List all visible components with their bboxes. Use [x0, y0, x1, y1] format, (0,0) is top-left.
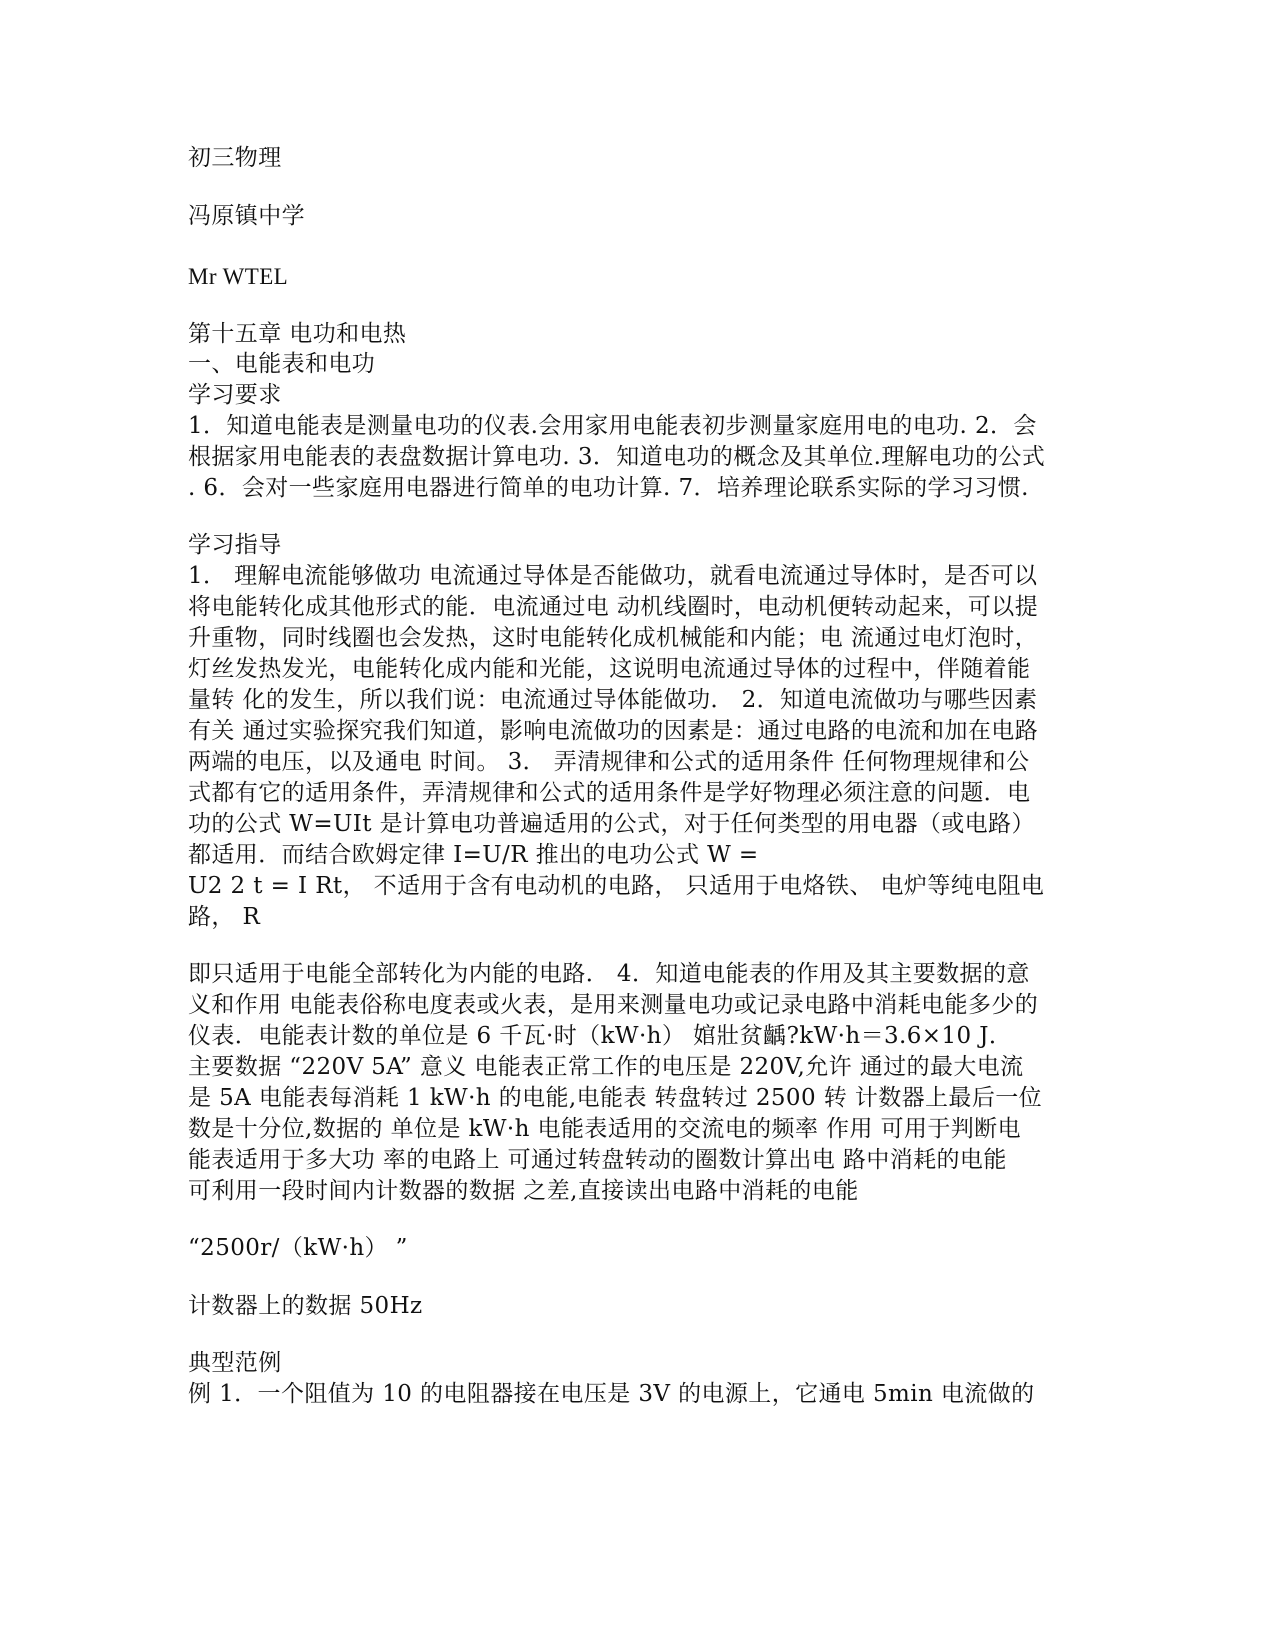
guidance-line: 功的公式 W=UIt 是计算电功普遍适用的公式，对于任何类型的用电器（或电路） [188, 811, 1035, 837]
guidance-line: 能表适用于多大功 率的电路上 可通过转盘转动的圈数计算出电 路中消耗的电能 [188, 1147, 1007, 1173]
requirements-heading: 学习要求 [188, 382, 282, 408]
guidance-line: 式都有它的适用条件，弄清规律和公式的适用条件是学好物理必须注意的问题．电 [188, 780, 1031, 806]
formula-line: U2 2 t = I Rt， 不适用于含有电动机的电路， 只适用于电烙铁、 电炉等纯电阻电 [188, 873, 1045, 899]
guidance-line: 都适用．而结合欧姆定律 I=U/R 推出的电功公式 W = [188, 842, 759, 868]
counter-data-line: 计数器上的数据 50Hz [188, 1293, 423, 1319]
guidance-line: 数是十分位,数据的 单位是 kW·h 电能表适用的交流电的频率 作用 可用于判断电 [188, 1116, 1021, 1142]
school-line: 冯原镇中学 [188, 203, 305, 229]
guidance-line: 两端的电压，以及通电 时间。 3． 弄清规律和公式的适用条件 任何物理规律和公 [188, 749, 1030, 775]
guidance-line: 将电能转化成其他形式的能．电流通过电 动机线圈时，电动机便转动起来，可以提 [188, 594, 1039, 620]
guidance-line: 升重物，同时线圈也会发热，这时电能转化成机械能和内能；电 流通过电灯泡时， [188, 625, 1039, 651]
guidance-line: 即只适用于电能全部转化为内能的电路． 4．知道电能表的作用及其主要数据的意 [188, 961, 1030, 987]
requirements-line: . 6．会对一些家庭用电器进行简单的电功计算. 7．培养理论联系实际的学习习惯. [188, 475, 1029, 501]
guidance-line: 是 5A 电能表每消耗 1 kW·h 的电能,电能表 转盘转过 2500 转 计数器上最后一位 [188, 1085, 1043, 1111]
guidance-line: 量转 化的发生，所以我们说：电流通过导体能做功． 2．知道电流做功与哪些因素 [188, 687, 1038, 713]
requirements-line: 根据家用电能表的表盘数据计算电功. 3．知道电功的概念及其单位.理解电功的公式 [188, 444, 1046, 470]
section-title: 一、电能表和电功 [188, 351, 376, 377]
guidance-line: 路， R [188, 904, 261, 930]
guidance-line: 义和作用 电能表俗称电度表或火表，是用来测量电功或记录电路中消耗电能多少的 [188, 992, 1039, 1018]
guidance-heading: 学习指导 [188, 532, 282, 558]
guidance-line: 仪表．电能表计数的单位是 6 千瓦·时（kW·h） 婠壯贫齲?kW·h＝3.6×10 J． [188, 1023, 1013, 1049]
example-line: 例 1．一个阻值为 10 的电阻器接在电压是 3V 的电源上，它通电 5min 电流做的 [188, 1381, 1035, 1407]
subject-line: 初三物理 [188, 145, 282, 171]
teacher-line: Mr WTEL [188, 264, 289, 289]
guidance-line: 主要数据 “220V 5A” 意义 电能表正常工作的电压是 220V,允许 通过的最大电流 [188, 1054, 1024, 1080]
requirements-line: 1．知道电能表是测量电功的仪表.会用家用电能表初步测量家庭用电的电功. 2．会 [188, 413, 1037, 439]
guidance-line: 灯丝发热发光，电能转化成内能和光能，这说明电流通过导体的过程中，伴随着能 [188, 656, 1031, 682]
guidance-line: 有关 通过实验探究我们知道，影响电流做功的因素是：通过电路的电流和加在电路 [188, 718, 1039, 744]
guidance-line: 可利用一段时间内计数器的数据 之差,直接读出电路中消耗的电能 [188, 1178, 859, 1204]
chapter-title: 第十五章 电功和电热 [188, 321, 407, 347]
guidance-line: 1． 理解电流能够做功 电流通过导体是否能做功，就看电流通过导体时，是否可以 [188, 563, 1038, 589]
meter-rating-line: “2500r/（kW·h） ” [188, 1235, 408, 1261]
examples-heading: 典型范例 [188, 1350, 282, 1376]
